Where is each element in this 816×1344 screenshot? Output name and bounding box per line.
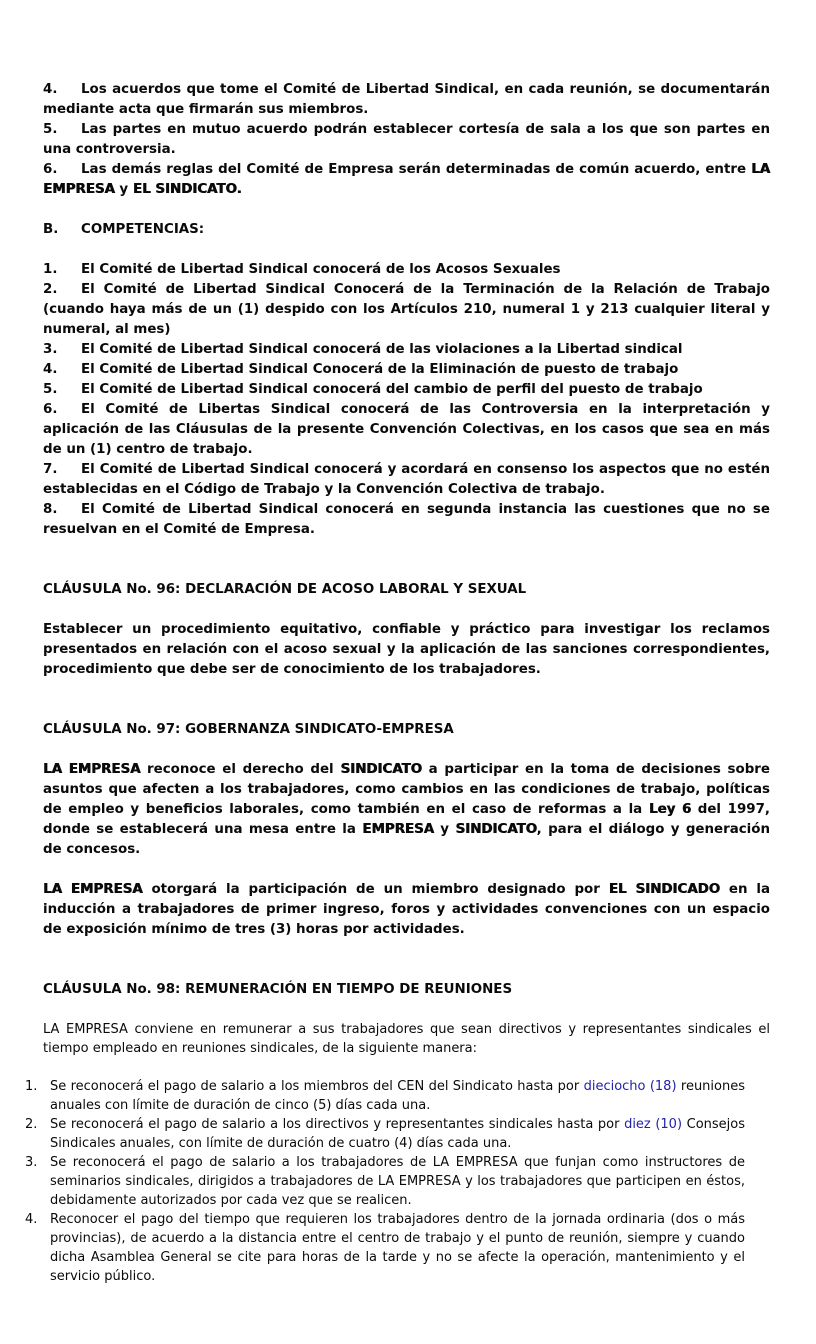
paragraph-number: 2.	[43, 282, 58, 297]
numbered-list	[25, 1077, 745, 1286]
text-run: EL SINDICADO	[608, 882, 720, 897]
text-run: Se reconocerá el pago de salario a los miembros del CEN del Sindicato hasta por	[50, 1079, 584, 1094]
list-item-number: 4.	[25, 1212, 38, 1227]
paragraph	[43, 260, 770, 280]
list-item-number: 3.	[25, 1155, 38, 1170]
text-run: y	[114, 182, 133, 197]
paragraph-number: 1.	[43, 262, 58, 277]
text-run: reuniones anuales con límite de duración de cinco (5) días cada una.	[50, 1079, 745, 1113]
paragraph-number: 8.	[43, 502, 58, 517]
text-run: CLÁUSULA No. 97: GOBERNANZA SINDICATO-EMPRESA	[43, 722, 454, 737]
paragraph-number: B.	[43, 222, 59, 237]
paragraph	[43, 280, 770, 340]
paragraph	[43, 80, 770, 120]
text-run: a participar en la toma de decisiones sobre asuntos que afecten a los trabajadores, como cambios en las condiciones de trabajo, políticas de empleo y beneficios laborales, como también en el caso de reformas a la	[43, 762, 770, 817]
text-run: EMPRESA	[362, 822, 434, 837]
text-run: Establecer un procedimiento equitativo, confiable y práctico para investigar los reclamos presentados en relación con el acoso sexual y la aplicación de las sanciones correspondientes, procedimiento que debe ser de conocimiento de los trabajadores.	[43, 622, 770, 677]
text-run: Se reconocerá el pago de salario a los directivos y representantes sindicales hasta por	[50, 1117, 625, 1132]
list-item	[25, 1210, 745, 1286]
text-run: El Comité de Libertad Sindical conocerá de los Acosos Sexuales	[81, 262, 561, 277]
paragraph-number: 4.	[43, 362, 58, 377]
list-item	[25, 1077, 745, 1115]
paragraph	[43, 120, 770, 160]
text-run: otorgará la participación de un miembro designado por	[142, 882, 609, 897]
text-run: LA EMPRESA	[43, 762, 141, 777]
paragraph	[43, 620, 770, 680]
text-run: CLÁUSULA No. 96: DECLARACIÓN DE ACOSO LABORAL Y SEXUAL	[43, 582, 527, 597]
paragraph	[43, 360, 770, 380]
text-run: El Comité de Libertad Sindical conocerá y acordará en consenso los aspectos que no estén establecidas en el Código de Trabajo y la Convención Colectiva de trabajo.	[43, 462, 770, 497]
text-run: SINDICATO	[455, 822, 537, 837]
text-run: reconoce el derecho del	[140, 762, 341, 777]
section-heading	[43, 580, 770, 600]
text-run: en la inducción a trabajadores de primer ingreso, foros y actividades convenciones con un espacio de exposición mínimo de tres (3) horas por actividades.	[43, 882, 770, 937]
paragraph-number: 7.	[43, 462, 58, 477]
paragraph	[43, 880, 770, 940]
list-item-number: 1.	[25, 1079, 38, 1094]
text-run: El Comité de Libertad Sindical conocerá en segunda instancia las cuestiones que no se resuelvan en el Comité de Empresa.	[43, 502, 770, 537]
paragraph-number: 6.	[43, 402, 58, 417]
text-run: Las partes en mutuo acuerdo podrán establecer cortesía de sala a los que son partes en una controversia.	[43, 122, 770, 157]
paragraph	[43, 500, 770, 540]
highlighted-text: dieciocho (18)	[583, 1079, 677, 1094]
text-run: y	[433, 822, 456, 837]
paragraph	[43, 760, 770, 860]
text-run: , para el diálogo y generación de concesos.	[43, 822, 770, 857]
text-run: del 1997, donde se establecerá una mesa entre la	[43, 802, 771, 837]
section-heading	[43, 720, 770, 740]
paragraph-number: 3.	[43, 342, 58, 357]
text-run: Consejos Sindicales anuales, con límite de duración de cuatro (4) días cada una.	[50, 1117, 745, 1151]
text-run: El Comité de Libertas Sindical conocerá de las Controversia en la interpretación y aplicación de las Cláusulas de la presente Convención Colectivas, en los casos que sea en más de un (1) centro de trabajo.	[43, 402, 770, 457]
text-run: Los acuerdos que tome el Comité de Libertad Sindical, en cada reunión, se documentarán mediante acta que firmarán sus miembros.	[43, 82, 770, 117]
paragraph	[43, 1020, 770, 1058]
text-run: LA EMPRESA	[43, 882, 143, 897]
text-run: Las demás reglas del Comité de Empresa serán determinadas de común acuerdo, entre	[81, 162, 752, 177]
text-run: COMPETENCIAS:	[81, 222, 205, 237]
section-heading	[43, 980, 770, 1000]
text-run: El Comité de Libertad Sindical conocerá de las violaciones a la Libertad sindical	[81, 342, 683, 357]
paragraph	[43, 460, 770, 500]
paragraph-number: 6.	[43, 162, 58, 177]
text-run: Se reconocerá el pago de salario a los trabajadores de LA EMPRESA que funjan como instructores de seminarios sindicales, dirigidos a trabajadores de LA EMPRESA y los trabajadores que participen en éstos, debidamente autorizados por cada vez que se realicen.	[50, 1155, 745, 1208]
paragraph	[43, 340, 770, 360]
paragraph	[43, 220, 770, 240]
text-run: LA EMPRESA	[43, 162, 770, 197]
list-item	[25, 1153, 745, 1210]
text-run: El Comité de Libertad Sindical Conocerá de la Eliminación de puesto de trabajo	[81, 362, 679, 377]
paragraph	[43, 160, 770, 200]
text-run: LA EMPRESA conviene en remunerar a sus trabajadores que sean directivos y representantes sindicales el tiempo empleado en reuniones sindicales, de la siguiente manera:	[43, 1022, 770, 1056]
paragraph-number: 4.	[43, 82, 58, 97]
paragraph	[43, 400, 770, 460]
text-run: El Comité de Libertad Sindical conocerá del cambio de perfil del puesto de trabajo	[81, 382, 703, 397]
text-run: EL SINDICATO.	[132, 182, 242, 197]
paragraph-number: 5.	[43, 122, 58, 137]
text-run: Reconocer el pago del tiempo que requieren los trabajadores dentro de la jornada ordinaria (dos o más provincias), de acuerdo a la distancia entre el centro de trabajo y el punto de reunión, siempre y cuando dicha Asamblea General se cite para horas de la tarde y no se afecte la operación, mantenimiento y el servicio público.	[50, 1212, 745, 1284]
paragraph-number: 5.	[43, 382, 58, 397]
text-run: CLÁUSULA No. 98: REMUNERACIÓN EN TIEMPO DE REUNIONES	[43, 982, 513, 997]
text-run: El Comité de Libertad Sindical Conocerá de la Terminación de la Relación de Trabajo (cuando haya más de un (1) despido con los Artículos 210, numeral 1 y 213 cualquier literal y numeral, al mes)	[43, 282, 770, 337]
list-item-number: 2.	[25, 1117, 38, 1132]
highlighted-text: diez (10)	[624, 1117, 683, 1132]
paragraph	[43, 380, 770, 400]
list-item	[25, 1115, 745, 1153]
text-run: SINDICATO	[340, 762, 422, 777]
text-run: Ley 6	[648, 802, 692, 817]
